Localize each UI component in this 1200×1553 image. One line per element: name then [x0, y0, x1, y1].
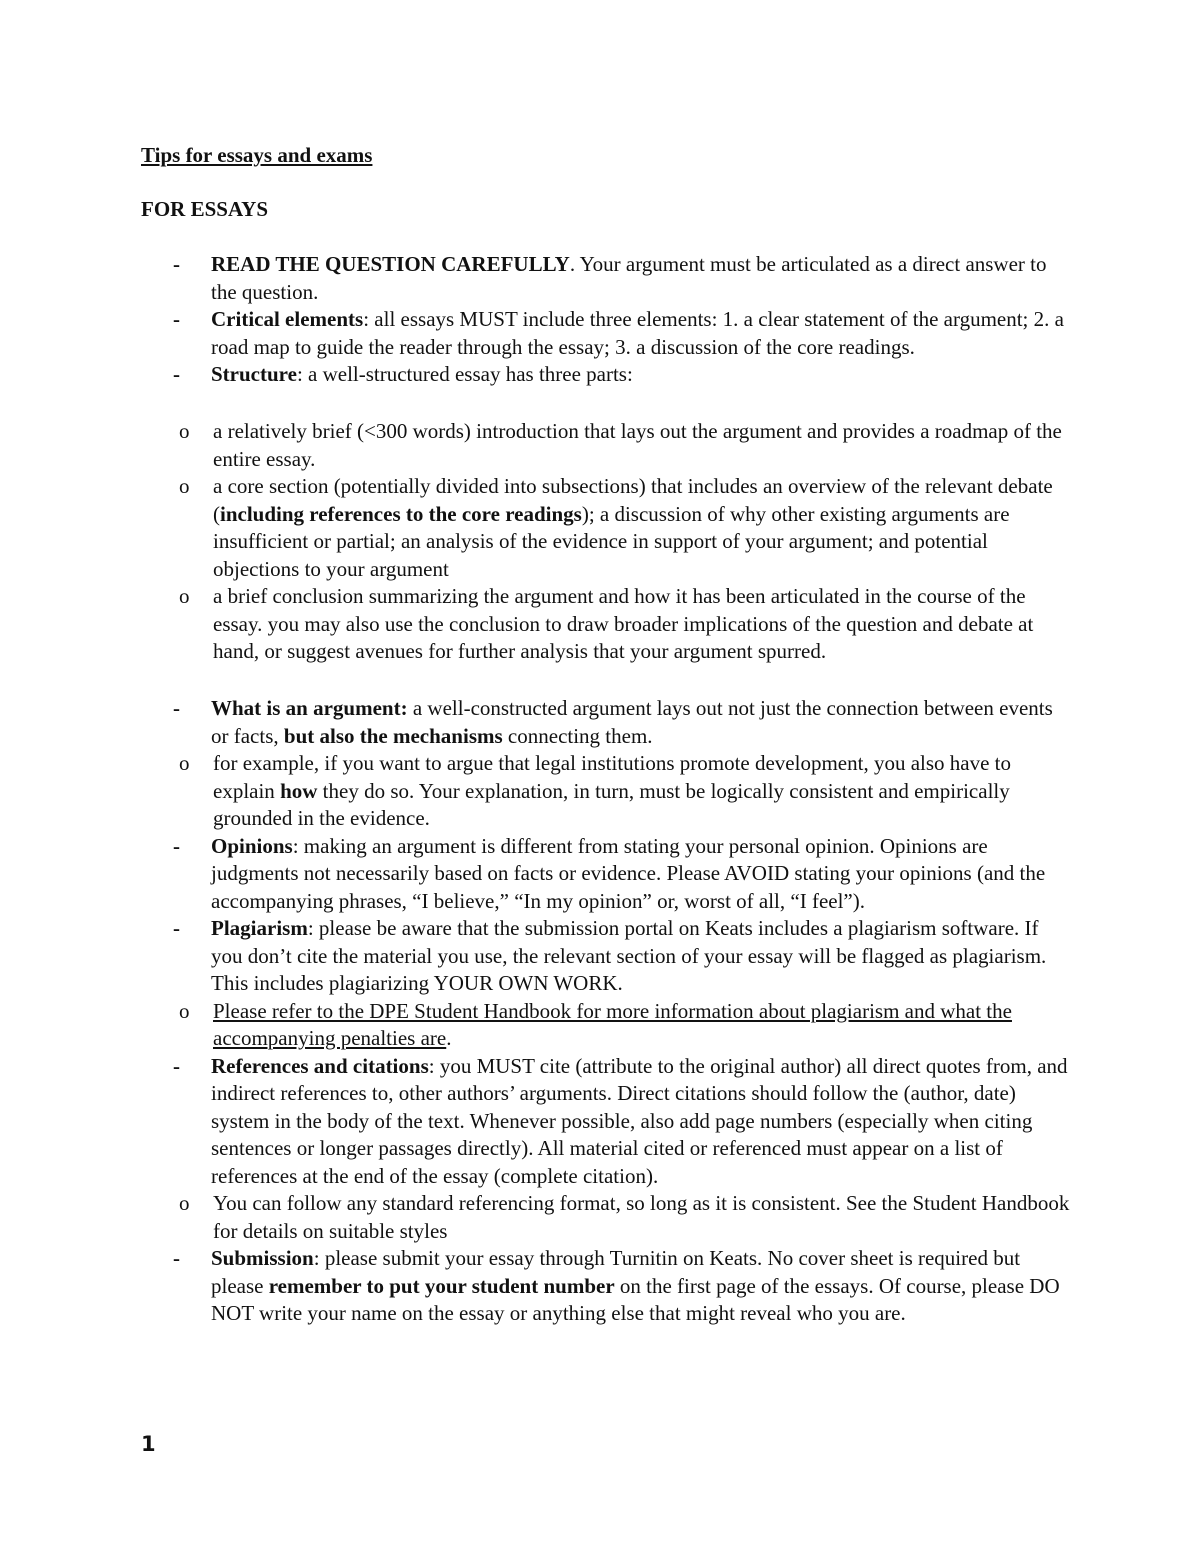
- circle-bullet: o: [179, 474, 190, 498]
- page-number: 1: [141, 1432, 156, 1456]
- sub-item-bold: including references to the core readings: [220, 501, 582, 526]
- circle-bullet: o: [179, 584, 190, 608]
- item-lead: References and citations: [211, 1053, 429, 1078]
- sub-list-item: [141, 473, 1071, 583]
- dash-bullet: -: [173, 362, 180, 386]
- sub-list-item: [141, 583, 1071, 666]
- list-item: [141, 695, 1071, 833]
- item-lead: Plagiarism: [211, 916, 308, 940]
- sub-item-text: a core section (potentially divided into subsections) that includes an overview of the relevant debate (: [213, 474, 1053, 526]
- sub-list-item: [141, 750, 1071, 833]
- item-text: : please submit your essay through Turnitin on Keats. No cover sheet is required but please: [211, 1246, 1021, 1298]
- section-heading: FOR ESSAYS: [141, 197, 269, 221]
- item-text: : please be aware that the submission portal on Keats includes a plagiarism software. If you don’t cite the material you use, the relevant section of your essay will be flagged as plagiarism. This includes plagiarizing YOUR OWN WORK.: [211, 916, 1047, 995]
- circle-bullet: o: [179, 1191, 190, 1215]
- list-item: [141, 306, 1071, 361]
- document-title: Tips for essays and exams: [141, 143, 373, 167]
- item-lead: Submission: [211, 1246, 314, 1270]
- sub-list: [141, 998, 1071, 1053]
- dash-bullet: -: [173, 252, 180, 276]
- list-item: [141, 1053, 1071, 1246]
- item-text: a well-constructed argument lays out not just the connection between events or facts,: [211, 696, 1053, 748]
- item-bold: but also the mechanisms: [283, 723, 503, 748]
- item-lead: Opinions: [211, 833, 293, 858]
- handbook-reference-link[interactable]: Please refer to the DPE Student Handbook for more information about plagiarism and what the accompanying penalties are: [213, 998, 1012, 1050]
- list-item: [141, 1245, 1071, 1328]
- dash-bullet: -: [173, 916, 180, 940]
- item-text: : you MUST cite (attribute to the original author) all direct quotes from, and indirect references to, other authors’ arguments. Direct citations should follow the (author, date) system in the body of the text. Whenever possible, also add page numbers (especially when citing sentences or longer passages directly). All material cited or referenced must appear on a list of references at the end of the essay (complete citation).: [211, 1053, 1068, 1188]
- item-text: connecting them.: [502, 723, 653, 748]
- sub-list: [141, 750, 1071, 833]
- sub-item-text: .: [446, 1026, 452, 1050]
- list-item: [141, 915, 1071, 1053]
- dash-bullet: -: [173, 833, 180, 858]
- tips-list: [141, 251, 1071, 389]
- structure-sublist: [179, 418, 1071, 666]
- item-lead: What is an argument:: [211, 696, 408, 720]
- list-item: [141, 251, 1071, 306]
- item-lead: Critical elements: [211, 307, 364, 331]
- circle-bullet: o: [179, 998, 190, 1023]
- dash-bullet: -: [173, 696, 180, 720]
- item-text: : making an argument is different from stating your personal opinion. Opinions are judgments not necessarily based on facts or evidence. Please AVOID stating your opinions (and the accompanying phrases, “I believe,” “In my opinion” or, worst of all, “I feel”).: [211, 833, 1046, 913]
- item-lead: READ THE QUESTION CAREFULLY: [211, 252, 570, 276]
- item-text: on the first page of the essays. Of course, please DO NOT write your name on the essay or anything else that might reveal who you are.: [211, 1273, 1060, 1325]
- tips-list-continued: [141, 695, 1071, 1328]
- item-lead: Structure: [211, 362, 297, 386]
- sub-item-bold: how: [280, 778, 318, 803]
- sub-item-text: for example, if you want to argue that legal institutions promote development, you also have to explain: [213, 751, 1012, 803]
- sub-list-item: [141, 1190, 1071, 1245]
- circle-bullet: o: [179, 751, 190, 775]
- sub-list-item: [141, 418, 1071, 473]
- item-text: . Your argument must be articulated as a direct answer to the question.: [211, 252, 1047, 304]
- item-text: : a well-structured essay has three parts:: [296, 362, 633, 386]
- list-item: [141, 361, 1071, 389]
- item-bold: remember to put your student number: [268, 1273, 615, 1298]
- sub-item-text: a relatively brief (<300 words) introduction that lays out the argument and provides a roadmap of the entire essay.: [213, 419, 1062, 471]
- sub-item-text: a brief conclusion summarizing the argument and how it has been articulated in the course of the essay. you may also use the conclusion to draw broader implications of the question and debate at hand, or suggest avenues for further analysis that your argument spurred.: [213, 584, 1034, 663]
- dash-bullet: -: [173, 1053, 180, 1078]
- dash-bullet: -: [173, 307, 180, 331]
- sub-item-text: You can follow any standard referencing format, so long as it is consistent. See the Student Handbook for details on suitable styles: [213, 1191, 1070, 1243]
- item-text: : all essays MUST include three elements: 1. a clear statement of the argument; 2. a road map to guide the reader through the essay; 3. a discussion of the core readings.: [211, 307, 1064, 359]
- sub-item-text: they do so. Your explanation, in turn, must be logically consistent and empirically grounded in the evidence.: [213, 778, 1010, 830]
- circle-bullet: o: [179, 419, 190, 443]
- sub-list: [141, 1190, 1071, 1245]
- list-item: [141, 833, 1071, 916]
- sub-list-item: [141, 998, 1071, 1053]
- sub-item-text: ); a discussion of why other existing arguments are insufficient or partial; an analysis of the evidence in support of your argument; and potential objections to your argument: [213, 501, 1010, 581]
- dash-bullet: -: [173, 1246, 180, 1270]
